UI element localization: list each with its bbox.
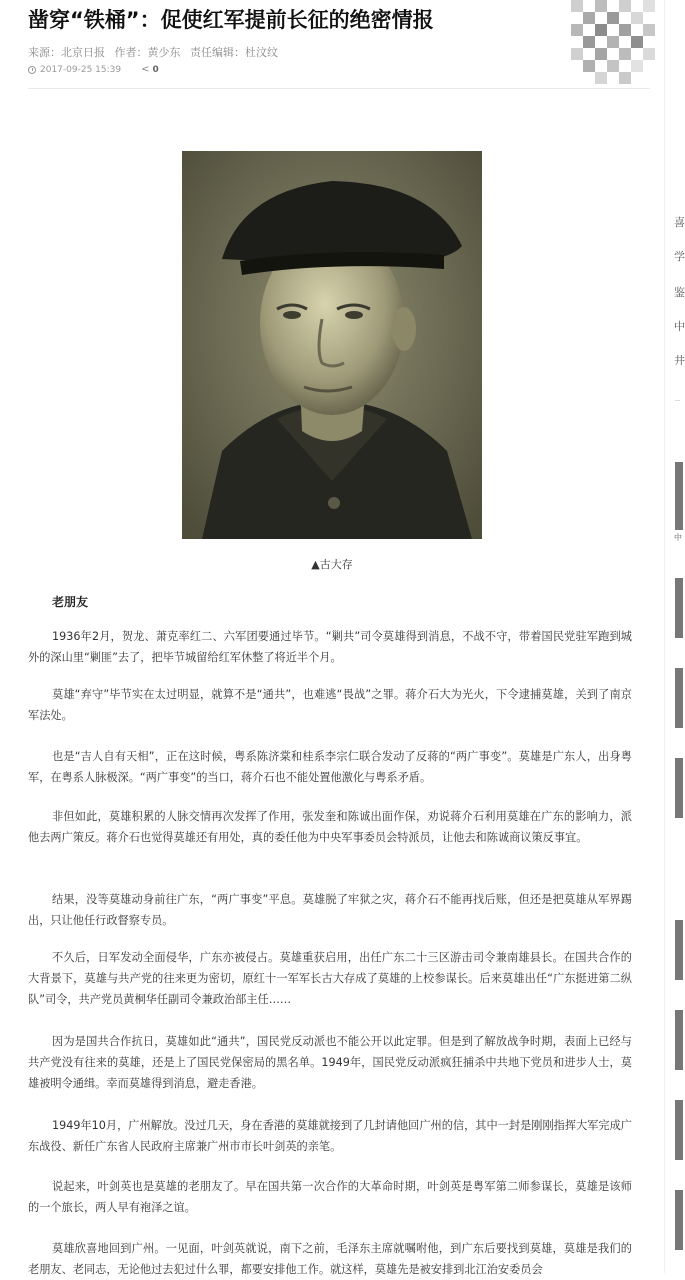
sidebar-thumbnail[interactable] bbox=[675, 1190, 683, 1250]
sidebar-link[interactable]: 鉴 bbox=[674, 286, 685, 299]
portrait-photo bbox=[182, 151, 482, 539]
section-heading: 老朋友 bbox=[52, 595, 89, 609]
sidebar-thumbnail[interactable] bbox=[675, 920, 683, 980]
sidebar-link[interactable]: 喜 bbox=[674, 216, 685, 229]
right-sidebar bbox=[664, 0, 685, 1273]
sidebar-thumbnail[interactable] bbox=[675, 668, 683, 728]
article-paragraph: 1949年10月，广州解放。没过几天，身在香港的莫雄就接到了几封请他回广州的信，其中一封是刚刚指挥大军完成广东战役、新任广东省人民政府主席兼广州市市长叶剑英的亲笔。 bbox=[28, 1119, 632, 1153]
article-paragraph: 非但如此，莫雄积累的人脉交情再次发挥了作用，张发奎和陈诚出面作保，劝说蒋介石利用莫雄在广东的影响力，派他去两广策反。蒋介石也觉得莫雄还有用处，真的委任他为中央军事委员会特派员，让他去和陈诚商议策反事宜。 bbox=[28, 810, 632, 844]
header-divider bbox=[28, 88, 650, 89]
article-meta bbox=[28, 44, 284, 60]
share-icon[interactable]: < bbox=[141, 64, 150, 75]
clock-icon bbox=[28, 66, 36, 74]
sidebar-thumbnail[interactable] bbox=[675, 758, 683, 818]
sidebar-thumbnail[interactable] bbox=[675, 1100, 683, 1160]
sidebar-link[interactable]: 井 bbox=[674, 354, 685, 367]
article-paragraph: 不久后，日军发动全面侵华，广东亦被侵占。莫雄重获启用，出任广东二十三区游击司令兼南雄县长。在国共合作的大背景下，莫雄与共产党的往来更为密切，原红十一军军长古大存成了莫雄的上校参谋长。后来莫雄出任“广东挺进第二纵队”司令，共产党员黄桐华任副司令兼政治部主任…… bbox=[28, 951, 632, 1006]
article-meta-secondary bbox=[28, 64, 159, 75]
article-paragraph: 结果，没等莫雄动身前往广东，“两广事变”平息。莫雄脱了牢狱之灾，蒋介石不能再找后账，但还是把莫雄从军界踢出，只让他任行政督察专员。 bbox=[28, 893, 632, 927]
sidebar-link[interactable]: 学 bbox=[674, 250, 685, 263]
editor-label: 责任编辑：杜汶纹 bbox=[190, 46, 278, 59]
blurred-thumbnail bbox=[567, 0, 659, 84]
article-title: 凿穿“铁桶”：促使红军提前长征的绝密情报 bbox=[28, 8, 434, 32]
author-label: 作者：黄少东 bbox=[114, 46, 181, 59]
share-count: 0 bbox=[152, 64, 159, 75]
article-paragraph: 1936年2月，贺龙、萧克率红二、六军团要通过毕节。“剿共”司令莫雄得到消息，不战不守，带着国民党驻军跑到城外的深山里“剿匪”去了，把毕节城留给红军休整了将近半个月。 bbox=[28, 630, 632, 664]
publish-datetime: 2017-09-25 15:39 bbox=[40, 64, 122, 75]
source-label: 来源：北京日报 bbox=[28, 46, 105, 59]
sidebar-divider bbox=[675, 400, 680, 401]
article-paragraph: 莫雄“弃守”毕节实在太过明显，就算不是“通共”，也难逃“畏战”之罪。蒋介石大为光火，下令逮捕莫雄，关到了南京军法处。 bbox=[28, 688, 632, 722]
article-paragraph: 莫雄欣喜地回到广州。一见面，叶剑英就说，南下之前，毛泽东主席就嘱咐他，到广东后要找到莫雄，莫雄是我们的老朋友、老同志，无论他过去犯过什么罪，都要安排他工作。就这样，莫雄先是被安排到北江治安委员会 bbox=[28, 1242, 632, 1276]
sidebar-link[interactable]: 中 bbox=[674, 320, 685, 333]
article-paragraph: 因为是国共合作抗日，莫雄如此“通共”，国民党反动派也不能公开以此定罪。但是到了解放战争时期，表面上已经与共产党没有往来的莫雄，还是上了国民党保密局的黑名单。1949年，国民党反动派疯狂捕杀中共地下党员和进步人士，莫雄被明令通缉。幸而莫雄得到消息，避走香港。 bbox=[28, 1035, 632, 1090]
article-paragraph: 也是“吉人自有天相”，正在这时候，粤系陈济棠和桂系李宗仁联合发动了反蒋的“两广事变”。莫雄是广东人，出身粤军，在粤系人脉极深。“两广事变”的当口，蒋介石也不能处置他激化与粤系矛盾。 bbox=[28, 750, 632, 784]
sidebar-link[interactable]: 中 bbox=[674, 533, 682, 542]
sidebar-thumbnail[interactable] bbox=[675, 1010, 683, 1070]
article-paragraph: 说起来，叶剑英也是莫雄的老朋友了。早在国共第一次合作的大革命时期，叶剑英是粤军第二师参谋长，莫雄是该师的一个旅长，两人早有袍泽之谊。 bbox=[28, 1180, 632, 1214]
sidebar-thumbnail[interactable] bbox=[675, 462, 683, 530]
image-caption: ▲古大存 bbox=[311, 558, 353, 571]
sidebar-thumbnail[interactable] bbox=[675, 578, 683, 638]
